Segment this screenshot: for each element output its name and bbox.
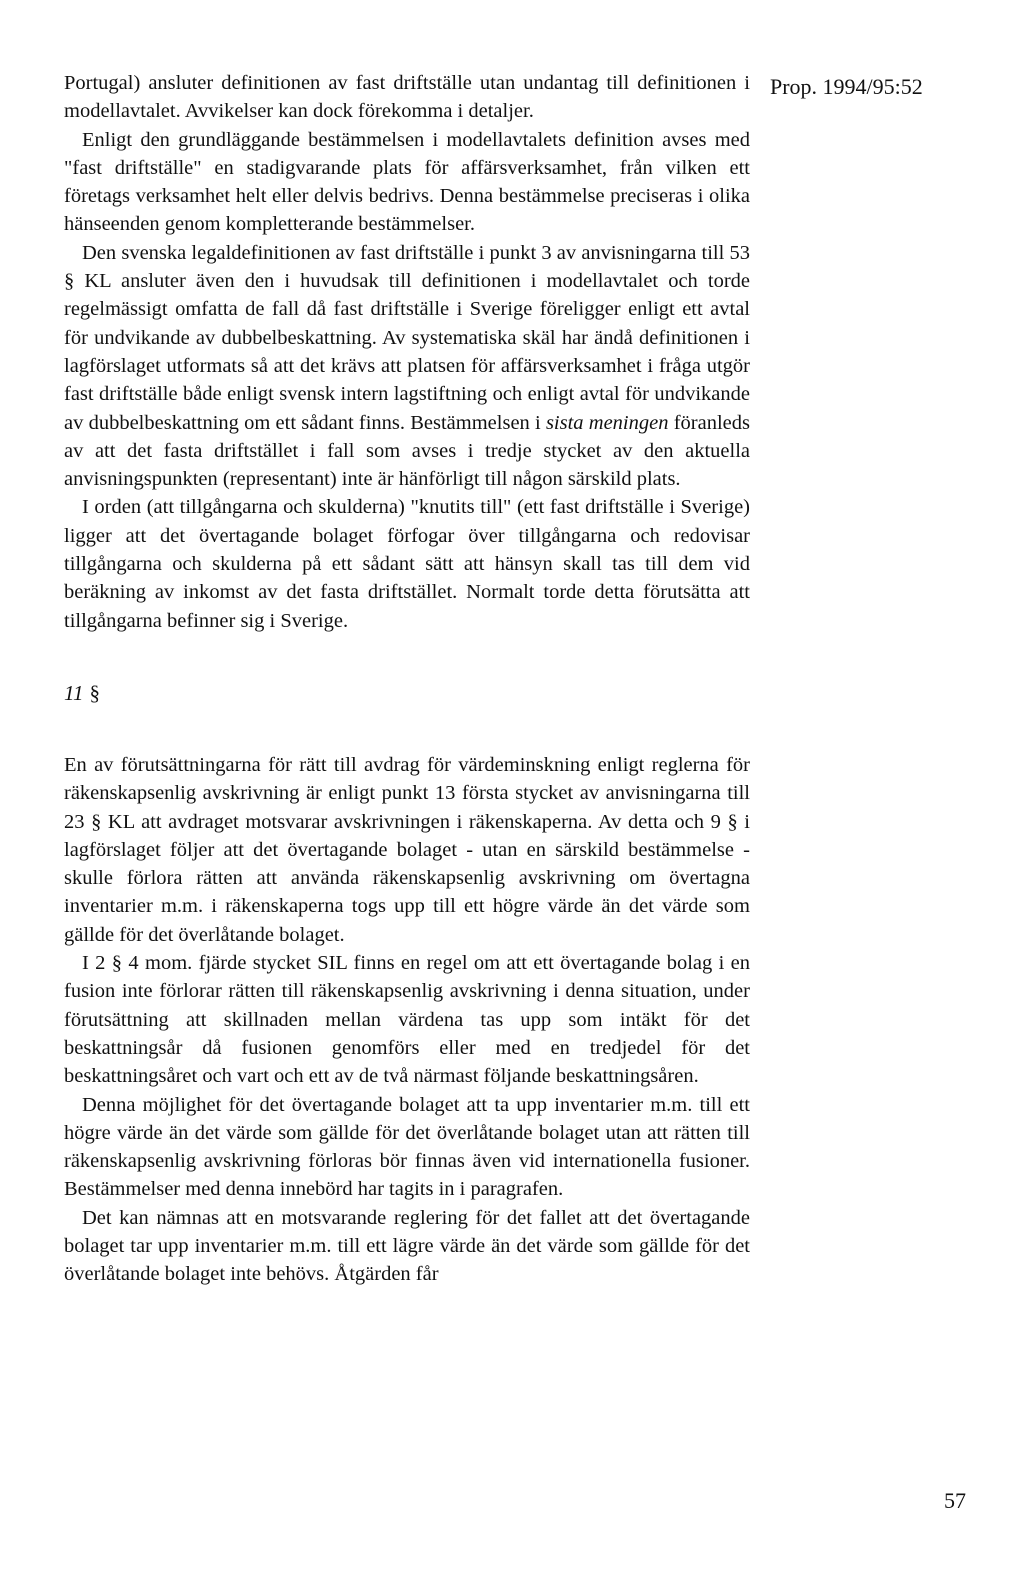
paragraph-portugal: Portugal) ansluter definitionen av fast driftställe utan undantag till definitionen i modellavtalet. Avvikelser kan dock förekomma i detaljer. bbox=[64, 72, 750, 123]
paragraph-lagre-varde: Det kan nämnas att en motsvarande reglering för det fallet att det övertagande bolaget tar upp inventarier m.m. till ett lägre värde än det värde som gällde för det överlåtande bolaget inte behövs. Åtgärden får bbox=[64, 1206, 750, 1286]
page-number: 57 bbox=[944, 1488, 966, 1513]
body-text bbox=[64, 69, 750, 1289]
proposition-reference: Prop. 1994/95:52 bbox=[770, 74, 923, 99]
paragraph-svensk-legaldefinition bbox=[64, 239, 750, 494]
paragraph-knutits-till: I orden (att tillgångarna och skulderna) "knutits till" (ett fast driftställe i Sverige) ligger att det övertagande bolaget förfogar över tillgångarna och redovisar tillgångarna och skulderna på ett sådant sätt att hänsyn skall tas till dem vid beräkning av inkomst av det fasta driftstället. Normalt torde detta förutsätta att tillgångarna befinner sig i Sverige. bbox=[64, 496, 750, 632]
paragraph-sil-regel: I 2 § 4 mom. fjärde stycket SIL finns en regel om att ett övertagande bolag i en fusion inte förlorar rätten till räkenskapsenlig avskrivning i denna situation, under förutsättning att skillnaden mellan värdena tas upp som intäkt för det beskattningsår då fusionen genomförs eller med en tredjedel för det beskattningsåret och vart och ett av de två närmast följande beskattningsåren. bbox=[64, 952, 750, 1088]
paragraph-svensk-legaldefinition-end: föranleds av att det fasta driftstället i fall som avses i tredje stycket av den aktuella anvisningspunkten (representant) inte är hänförligt till någon särskild plats. bbox=[64, 411, 750, 491]
section-number: 11 bbox=[64, 680, 84, 705]
section-heading bbox=[64, 679, 750, 707]
paragraph-internationella-fusioner: Denna möjlighet för det övertagande bolaget att ta upp inventarier m.m. till ett högre värde än det värde som gällde för det överlåtande bolaget utan att rätten till räkenskapsenlig avskrivning förloras bör finnas även vid internationella fusioner. Bestämmelser med denna innebörd har tagits in i paragrafen. bbox=[64, 1093, 750, 1201]
emphasis-sista-meningen: sista meningen bbox=[545, 411, 669, 434]
paragraph-svensk-legaldefinition-start: Den svenska legaldefinitionen av fast driftställe i punkt 3 av anvisningarna till 53 § KL ansluter även den i huvudsak till definitionen i modellavtalet och torde regelmässigt omfatta de fall då fast driftställe i Sverige föreligger enligt ett avtal för undvikande av dubbelbeskattning. Av systematiska skäl har ändå definitionen i lagförslaget utformats så att det krävs att platsen för affärsverksamhet i fråga utgör fast driftställe både enligt svensk intern lagstiftning och enligt avtal för undvikande av dubbelbeskattning om ett sådant finns. Bestämmelsen i bbox=[64, 241, 750, 434]
paragraph-avdrag-vardeminskning: En av förutsättningarna för rätt till avdrag för värdeminskning enligt reglerna för räkenskapsenlig avskrivning är enligt punkt 13 första stycket av anvisningarna till 23 § KL att avdraget motsvarar avskrivningen i räkenskaperna. Av detta och 9 § i lagförslaget följer att det övertagande bolaget - utan en särskild bestämmelse - skulle förlora rätten att använda räkenskapsenlig avskrivning om övertagna inventarier m.m. i räkenskaperna togs upp till ett högre värde än det värde som gällde för det överlåtande bolaget. bbox=[64, 753, 750, 946]
paragraph-modellavtal-definition: Enligt den grundläggande bestämmelsen i modellavtalets definition avses med "fast driftställe" en stadigvarande plats för affärsverksamhet, från vilken ett företags verksamhet helt eller delvis bedrivs. Denna bestämmelse preciseras i olika hänseenden genom kompletterande bestämmelser. bbox=[64, 128, 750, 236]
section-symbol: § bbox=[89, 680, 100, 705]
